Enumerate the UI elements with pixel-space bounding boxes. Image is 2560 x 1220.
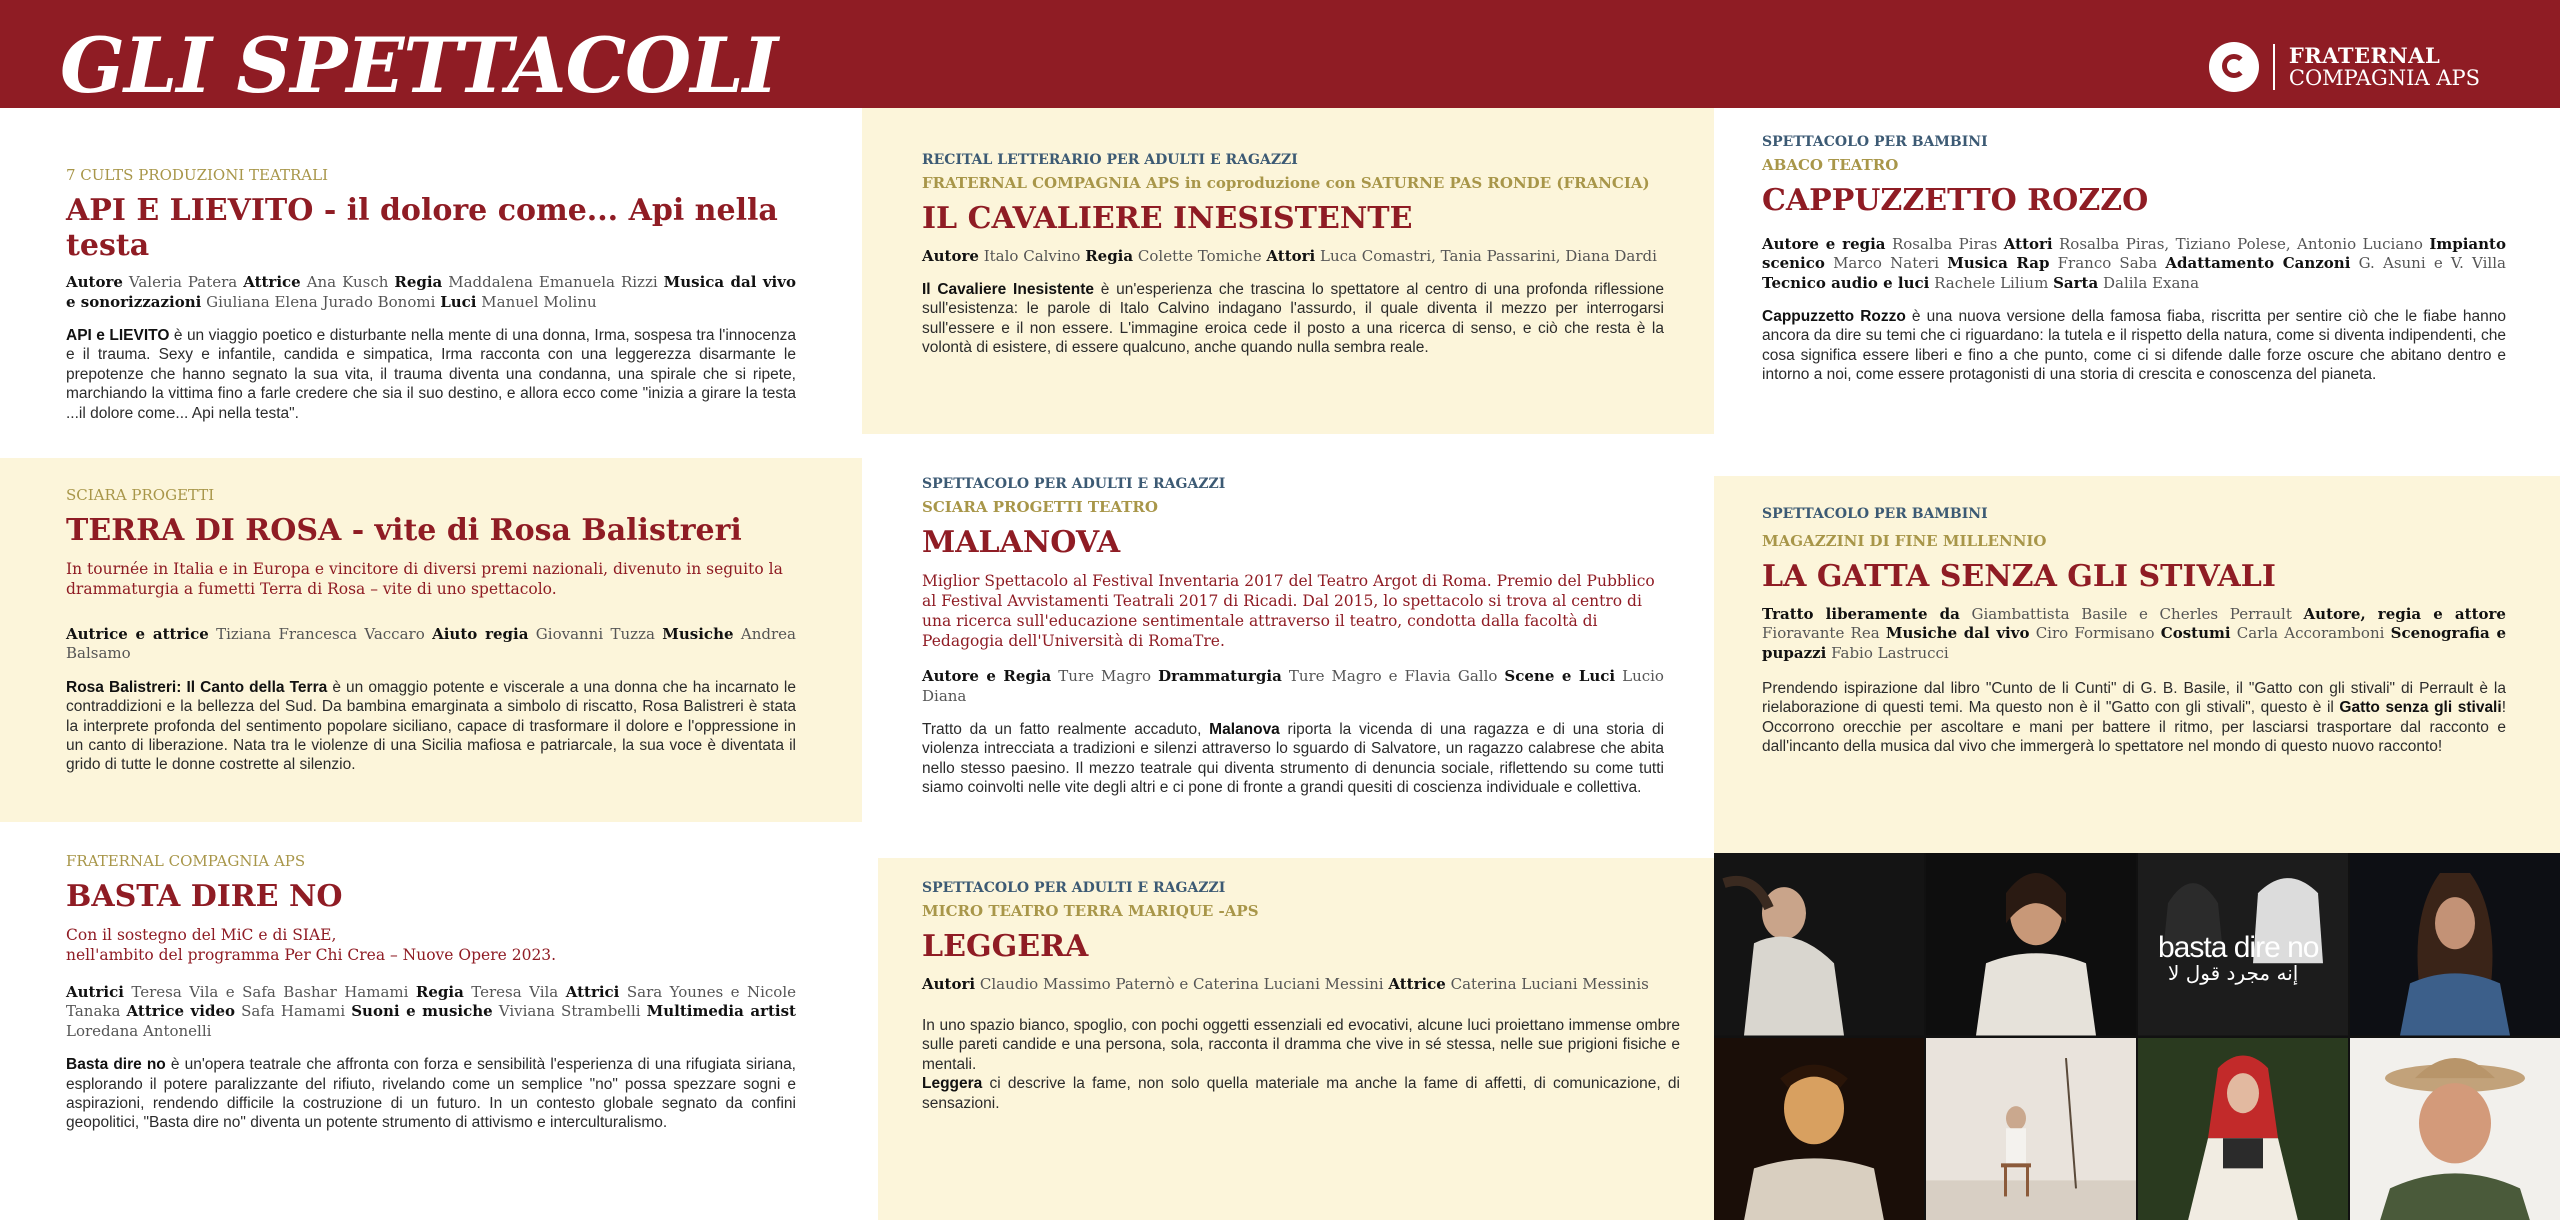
credit-names: Franco Saba (2057, 254, 2158, 272)
credit-role: Attori (2003, 234, 2053, 253)
description-lead: Cappuzzetto Rozzo (1762, 308, 1906, 325)
credit-role: Musica Rap (1947, 254, 2050, 272)
credit-names: Tiziana Francesca Vaccaro (216, 624, 425, 643)
support-note-line2: nell'ambito del programma Per Chi Crea – Nuove Opere 2023. (66, 945, 557, 964)
credits (922, 975, 1680, 995)
photo-caption: basta dire no (2158, 931, 2319, 964)
credit-role: Attrice video (126, 1002, 236, 1021)
description-lead: Rosa Balistreri: Il Canto della Terra (66, 678, 328, 696)
credit-role: Attrice (1388, 974, 1446, 993)
credit-role: Autrice e attrice (66, 624, 209, 643)
awards-note: In tournée in Italia e in Europa e vincitore di diversi premi nazionali, divenuto in seguito la drammaturgia a fumetti Terra di Rosa – vite di uno spettacolo. (66, 559, 783, 598)
credits (922, 247, 1664, 267)
support-note (66, 925, 796, 965)
description-lead: Malanova (1209, 721, 1280, 739)
photo-actress-smiling (1926, 853, 2136, 1036)
show-title: IL CAVALIERE INESISTENTE (922, 201, 1413, 236)
credits (66, 983, 796, 1042)
credit-role: Autrici (66, 982, 124, 1001)
description (1762, 307, 2506, 385)
credit-role: Autore (66, 273, 123, 291)
credits (1762, 235, 2506, 294)
producer: SCIARA PROGETTI (66, 486, 215, 504)
photo-actress-blue (2350, 853, 2560, 1036)
description-text: è un viaggio poetico e disturbante nella mente di una donna, Irma, sospesa tra l'innocenza e il trauma. Sexy e infantile, candida e simpatica, Irma racconta con una leggerezza disarmante le prepotenze che hanno segnato la sua vita, il trauma diventa una condanna, una spirale che si ripete, marchiando la vittima fino a farle credere che sia il suo destino, e allora ecco come "inizia a girare la testa ...il dolore come... Api nella testa". (66, 327, 796, 422)
credit-names: Ture Magro e Flavia Gallo (1288, 667, 1498, 686)
category: SPETTACOLO PER ADULTI E RAGAZZI (922, 476, 1226, 492)
show-title: LA GATTA SENZA GLI STIVALI (1762, 559, 2276, 594)
credit-names: Claudio Massimo Paternò e Caterina Luciani Messini (979, 974, 1384, 993)
show-title: MALANOVA (922, 525, 1121, 560)
show-leggera (878, 858, 1714, 1220)
credit-names: Lucio Diana (922, 667, 1664, 705)
description-text: è un'opera teatrale che affronta con forza e sensibilità l'esperienza di una rifugiata siriana, esplorando il potere paralizzante del rifiuto, rivelando come un semplice "no" possa spezzare sogni e aspirazioni, rendendo difficile la costruzione di un futuro. In un contesto globale segnato da confini geopolitici, "Basta dire no" diventa un potente strumento di attivismo e interculturalismo. (66, 1056, 796, 1132)
credit-names: Carla Accoramboni (2236, 624, 2385, 642)
credit-role: Attori (1266, 246, 1316, 265)
description-text: riporta la vicenda di una ragazza e di una storia di violenza intrecciata a tradizioni e silenzi attraverso lo sguardo di Salvatore, un ragazzo calabrese che abita nello stesso paesino. Il mezzo teatrale qui diventa strumento di denuncia sociale, riflettendo su come tutti siamo coinvolti nelle vite degli altri e ci pone di fronte a grandi quesiti di coscienza individuale e collettiva. (922, 721, 1665, 797)
description-intro: Tratto da un fatto realmente accaduto, (922, 721, 1210, 739)
logo-text (2288, 42, 2480, 90)
producer: ABACO TEATRO (1762, 156, 1899, 174)
credit-names: Viviana Strambelli (498, 1002, 641, 1021)
credit-role: Musiche (662, 624, 734, 643)
show-title: BASTA DIRE NO (66, 879, 343, 914)
support-note-line1: Con il sostegno del MiC e di SIAE, (66, 925, 337, 944)
show-basta-dire-no (0, 822, 862, 1220)
credit-role: Regia (415, 982, 464, 1001)
credit-role: Scene e Luci (1504, 667, 1616, 686)
description-lead: Il Cavaliere Inesistente (922, 281, 1095, 298)
credit-role: Scenografia e pupazzi (1762, 624, 2506, 662)
credit-role: Autore e Regia (922, 667, 1052, 686)
credit-names: Teresa Vila (471, 982, 559, 1001)
credit-names: Sara Younes e Nicole Tanaka (66, 982, 796, 1021)
credit-names: G. Asuni e V. Villa (2358, 254, 2506, 272)
credit-role: Attrici (565, 982, 620, 1001)
credit-role: Regia (394, 273, 443, 291)
credit-role: Costumi (2160, 624, 2231, 642)
credit-role: Tratto liberamente da (1762, 604, 1960, 623)
producer: FRATERNAL COMPAGNIA APS (66, 852, 306, 870)
photo-caption-arabic: إنه مجرد قول لا (2168, 961, 2299, 985)
credit-names: Colette Tomiche (1137, 246, 1262, 265)
credit-names: Rachele Lilium (1934, 273, 2049, 292)
page-title: GLI SPETTACOLI (60, 21, 778, 108)
credit-role: Regia (1085, 246, 1134, 265)
logo-line2: COMPAGNIA APS (2288, 66, 2480, 90)
credit-role: Drammaturgia (1158, 667, 1282, 686)
credit-role: Tecnico audio e luci (1762, 273, 1930, 292)
credit-names: Ture Magro (1058, 667, 1152, 686)
description-text: è un'esperienza che trascina lo spettatore al centro di una profonda riflessione sull'esistenza: le parole di Italo Calvino indagano l'assurdo, il quale diventa il mezzo per interrogarsi sull'essere e il non essere. L'immagine eroica cede il posto a una ricerca di senso, e ciò che resta è la volontà di esistere, di essere qualcuno, anche quando nulla sembra reale. (922, 281, 1664, 357)
description-text: ci descrive la fame, non solo quella materiale ma anche la fame di affetti, di comunicazione, di sensazioni. (922, 1075, 1680, 1112)
credit-names: Caterina Luciani Messinis (1450, 974, 1649, 993)
credit-names: Giuliana Elena Jurado Bonomi (206, 292, 436, 311)
photo-woman-on-chair (1926, 1038, 2136, 1220)
description-lead: API e LIEVITO (66, 327, 170, 344)
credit-names: Loredana Antonelli (66, 1021, 212, 1040)
photo-red-riding-hood (2138, 1038, 2348, 1220)
description (66, 1055, 796, 1133)
photo-collage (1714, 853, 2560, 1220)
producer: 7 CULTS PRODUZIONI TEATRALI (66, 166, 329, 184)
credit-names: Ciro Formisano (2035, 624, 2155, 642)
credit-role: Autore (922, 246, 979, 265)
credit-role: Suoni e musiche (351, 1002, 493, 1021)
credits (66, 273, 796, 312)
credit-role: Autori (922, 974, 976, 993)
credit-role: Autore e regia (1762, 234, 1886, 253)
producer: SCIARA PROGETTI TEATRO (922, 498, 1158, 516)
description-text: è un omaggio potente e viscerale a una donna che ha incarnato le contraddizioni e la bellezza del Sud. Da bambina emarginata a simbolo di riscatto, Rosa Balistreri è stata la interprete profonda del sentimento popolare siciliano, capace di trasformare il dolore e l'oppressione in un canto di liberazione. Nata tra le violenze di una Sicilia mafiosa e patriarcale, la sua voce è diventata il grido di tutte le donne costrette al silenzio. (66, 678, 796, 774)
photo-actress-white-dress (1714, 853, 1924, 1036)
show-title: TERRA DI ROSA - vite di Rosa Balistreri (66, 513, 742, 548)
credit-names: Valeria Patera (128, 273, 238, 291)
credit-names: Manuel Molinu (481, 292, 597, 311)
credits (66, 625, 796, 664)
logo-mark-icon (2209, 42, 2259, 92)
header-banner (0, 0, 2560, 108)
credit-names: Giovanni Tuzza (535, 624, 655, 643)
producer: MICRO TEATRO TERRA MARIQUE -APS (922, 902, 1259, 920)
description-text: ! Occorrono orecchie per ascoltare e mani per battere il ritmo, per lasciarsi trasportare dal racconto e dall'incanto della musica dal vivo che immergerà lo spettatore nel mondo di questo nuovo racconto! (1762, 699, 2506, 756)
credit-names: Rosalba Piras, Tiziano Polese, Antonio Luciano (2059, 234, 2423, 253)
show-title: API E LIEVITO - il dolore come... Api nella testa (66, 193, 778, 263)
category: SPETTACOLO PER BAMBINI (1762, 506, 1988, 522)
fraternal-logo (2209, 40, 2480, 94)
credit-names: Italo Calvino (983, 246, 1081, 265)
credit-role: Musica dal vivo e sonorizzazioni (66, 273, 796, 311)
show-la-gatta-senza-gli-stivali (1714, 476, 2560, 853)
credit-names: Ana Kusch (306, 273, 389, 291)
credit-names: Andrea Balsamo (66, 624, 796, 663)
category: SPETTACOLO PER ADULTI E RAGAZZI (922, 880, 1226, 896)
credit-role: Aiuto regia (432, 624, 529, 643)
show-il-cavaliere-inesistente (862, 108, 1714, 434)
credit-names: Dalila Exana (2102, 273, 2200, 292)
credit-role: Musiche dal vivo (1885, 624, 2030, 642)
credit-role: Adattamento Canzoni (2165, 254, 2351, 272)
credit-role: Multimedia artist (646, 1002, 796, 1021)
credit-role: Sarta (2053, 273, 2099, 292)
description-lead: Basta dire no (66, 1056, 166, 1074)
logo-line1: FRATERNAL (2288, 42, 2441, 68)
credit-names: Teresa Vila e Safa Bashar Hamami (131, 982, 409, 1001)
credit-role: Impianto scenico (1762, 234, 2506, 272)
description (922, 280, 1664, 358)
description (922, 1016, 1680, 1113)
photo-actor-red-light (1714, 1038, 1924, 1220)
show-malanova (862, 434, 1714, 858)
credit-role: Attrice (243, 273, 301, 291)
description-paragraph1: In uno spazio bianco, spoglio, con pochi oggetti essenziali ed evocativi, alcune luci proiettano immense ombre sulle pareti candide e una persona, sola, racconta il dramma che vive in sé stessa, nelle sue prigioni fisiche e mentali. (922, 1017, 1680, 1073)
credit-names: Fabio Lastrucci (1831, 643, 1949, 662)
credit-names: Rosalba Piras (1891, 234, 1998, 253)
credit-role: Autore, regia e attore (2303, 604, 2506, 623)
description-text: è una nuova versione della famosa fiaba, riscritta per sentire ciò che le fiabe hanno ancora da dire su temi che ci riguardano: la tutela e il rispetto della natura, come si diventa indipendenti, che cosa significa essere liberi e fino a che punto, come ci si difende dalle forze oscure che abitano dentro e intorno a noi, come essere protagonisti di una storia di crescita e conoscenza del pianeta. (1762, 308, 2506, 384)
show-terra-di-rosa (0, 458, 862, 822)
credit-names: Marco Nateri (1833, 254, 1940, 272)
awards-note: Miglior Spettacolo al Festival Inventaria 2017 del Teatro Argot di Roma. Premio del Pubblico al Festival Avvistamenti Teatrali 2017 di Ricadi. Dal 2015, lo spettacolo si trova al centro di una ricerca sull'educazione sentimentale attraverso il teatro, condotta dalla facoltà di Pedagogia dell'Università di RomaTre. (922, 571, 1655, 650)
category: RECITAL LETTERARIO PER ADULTI E RAGAZZI (922, 152, 1298, 168)
credit-names: Safa Hamami (241, 1002, 346, 1021)
description (66, 678, 796, 775)
producer: FRATERNAL COMPAGNIA APS in coproduzione con SATURNE PAS RONDE (FRANCIA) (922, 174, 1650, 192)
credits (1762, 605, 2506, 664)
show-cappuzzetto-rozzo (1714, 108, 2560, 476)
credit-names: Giambattista Basile e Cherles Perrault (1971, 604, 2292, 623)
photo-basta-dire-no (2138, 853, 2348, 1036)
category: SPETTACOLO PER BAMBINI (1762, 134, 1988, 150)
description (1762, 679, 2506, 757)
description-lead: Leggera (922, 1075, 983, 1093)
description (922, 720, 1664, 798)
credits (922, 667, 1664, 706)
show-title: LEGGERA (922, 929, 1089, 964)
description (66, 326, 796, 423)
description-intro: Prendendo ispirazione dal libro "Cunto de li Cunti" di G. B. Basile, il "Gatto con gli stivali" di Perrault è la rielaborazione di questi temi. Ma questo non è il "Gatto con gli stivali", questo è il (1762, 680, 2506, 717)
description-lead: Gatto senza gli stivali (2339, 699, 2502, 717)
show-api-e-lievito (0, 108, 862, 458)
credit-names: Fioravante Rea (1762, 624, 1880, 642)
producer: MAGAZZINI DI FINE MILLENNIO (1762, 532, 2047, 550)
show-title: CAPPUZZETTO ROZZO (1762, 183, 2149, 218)
credit-names: Luca Comastri, Tania Passarini, Diana Dardi (1320, 246, 1657, 265)
credit-names: Maddalena Emanuela Rizzi (448, 273, 658, 291)
credit-role: Luci (440, 292, 477, 311)
logo-divider (2273, 44, 2275, 90)
photo-actor-with-hat (2350, 1038, 2560, 1220)
